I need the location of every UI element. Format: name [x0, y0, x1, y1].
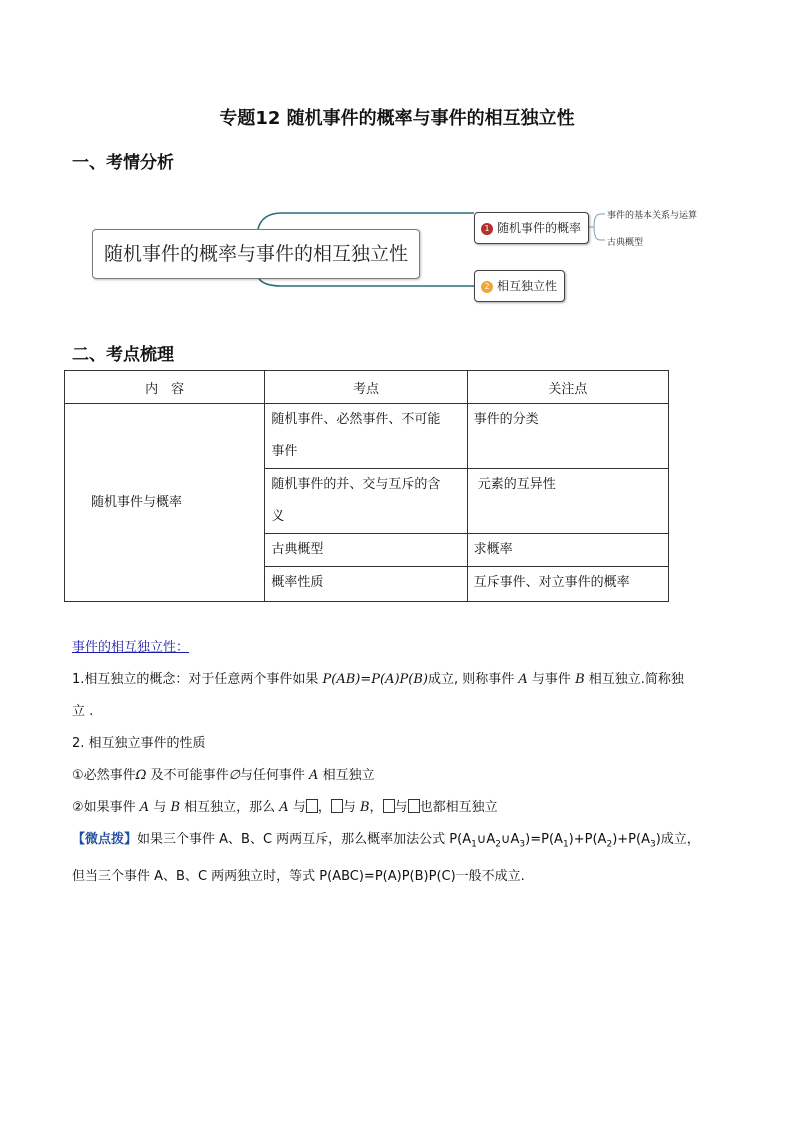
text: )=P(A — [525, 832, 563, 847]
number-badge-icon: 2 — [481, 281, 493, 293]
text: 如果三个事件 A、B、C 两两互斥，那么概率加法公式 P(A — [137, 832, 472, 847]
text: )成立， — [655, 832, 700, 847]
text: 相互独立.简称独 — [584, 672, 684, 687]
text: 相互独立，那么 — [180, 800, 280, 815]
var-b: B — [359, 800, 370, 815]
paragraph-property-2 — [72, 792, 732, 824]
text: 与事件 — [527, 672, 576, 687]
mindmap-node-label: 随机事件的概率 — [497, 221, 582, 235]
missing-glyph-icon — [408, 799, 420, 813]
cell-line: 义 — [271, 509, 285, 524]
subscript: 2 — [495, 839, 501, 850]
mindmap-leaf-classical: 古典概型 — [607, 238, 644, 248]
text: 与 — [288, 800, 306, 815]
var-a: A — [139, 800, 150, 815]
omega-symbol: Ω — [135, 768, 147, 783]
var-b: B — [575, 672, 585, 687]
paragraph-properties-heading: 2. 相互独立事件的性质 — [72, 736, 206, 751]
text: 相互独立 — [318, 768, 375, 783]
mindmap-node-label: 相互独立性 — [497, 279, 558, 293]
table-cell-focus: 事件的分类 — [467, 404, 668, 469]
column-header: 内 容 — [65, 371, 265, 404]
cell-line: 事件 — [271, 444, 298, 459]
mindmap-leaf-relations: 事件的基本关系与运算 — [607, 211, 698, 221]
table-cell-kaodian: 概率性质 — [265, 567, 467, 602]
empty-set-symbol: ∅ — [228, 768, 240, 783]
var-a: A — [279, 800, 289, 815]
table-group-cell: 随机事件与概率 — [65, 404, 265, 602]
table-row — [65, 404, 669, 469]
text: )+P(A — [568, 832, 607, 847]
text: 也都相互独立 — [419, 800, 498, 815]
paragraph-property-1 — [72, 760, 732, 792]
formula: P(AB)=P(A)P(B) — [322, 672, 428, 687]
mindmap-root: 随机事件的概率与事件的相互独立性 — [92, 229, 420, 279]
table-cell-focus: 求概率 — [467, 534, 668, 567]
column-header: 考点 — [265, 371, 467, 404]
section-heading-analysis: 一、考情分析 — [72, 153, 174, 173]
subscript: 3 — [519, 839, 526, 850]
tip-label: 【微点拨】 — [72, 832, 138, 847]
table-cell-kaodian — [265, 404, 467, 469]
text: 与 — [342, 800, 360, 815]
text: 与 — [149, 800, 171, 815]
text: 及不可能事件 — [146, 768, 229, 783]
subscript: 2 — [606, 839, 613, 850]
var-a: A — [518, 672, 528, 687]
text: 与 — [394, 800, 408, 815]
text: ①必然事件 — [72, 768, 136, 783]
text: )+P(A — [612, 832, 650, 847]
number-badge-icon: 1 — [481, 223, 493, 235]
subscript: 1 — [562, 839, 569, 850]
mindmap-node-probability — [474, 212, 589, 244]
table-cell-focus: 元素的互异性 — [467, 469, 668, 534]
document-title: 专题12 随机事件的概率与事件的相互独立性 — [219, 108, 575, 129]
subscript: 1 — [471, 839, 477, 850]
column-header: 关注点 — [467, 371, 668, 404]
text: 1.相互独立的概念：对于任意两个事件如果 — [72, 672, 323, 687]
text: ∪A — [476, 832, 496, 847]
text: 与任何事件 — [239, 768, 310, 783]
cell-line: 随机事件、必然事件、不可能 — [271, 412, 441, 427]
text: ∪A — [501, 832, 520, 847]
table-cell-kaodian: 古典概型 — [265, 534, 467, 567]
missing-glyph-icon — [331, 799, 343, 813]
var-b: B — [170, 800, 181, 815]
independence-heading-link[interactable] — [72, 632, 732, 664]
text: 立 . — [72, 704, 94, 719]
table-cell-kaodian — [265, 469, 467, 534]
table-header-row — [65, 371, 669, 404]
mindmap-node-independence — [474, 270, 565, 302]
subscript: 3 — [649, 839, 656, 850]
text: ②如果事件 — [72, 800, 140, 815]
paragraph-definition — [72, 664, 732, 728]
heading-link-text[interactable]: 事件的相互独立性： — [72, 640, 190, 655]
cell-line: 随机事件的并、交与互斥的含 — [271, 477, 441, 492]
missing-glyph-icon — [383, 799, 395, 813]
text: 成立, 则称事件 — [428, 672, 519, 687]
text: ， — [317, 800, 331, 815]
exam-points-table — [64, 370, 669, 602]
missing-glyph-icon — [306, 799, 318, 813]
section-heading-points: 二、考点梳理 — [72, 345, 174, 365]
text: ， — [369, 800, 383, 815]
text: 但当三个事件 A、B、C 两两独立时，等式 P(ABC)=P(A)P(B)P(C)一般不成立. — [72, 868, 525, 884]
table-cell-focus: 互斥事件、对立事件的概率 — [467, 567, 668, 602]
paragraph-tip — [72, 824, 732, 893]
var-a: A — [309, 768, 319, 783]
